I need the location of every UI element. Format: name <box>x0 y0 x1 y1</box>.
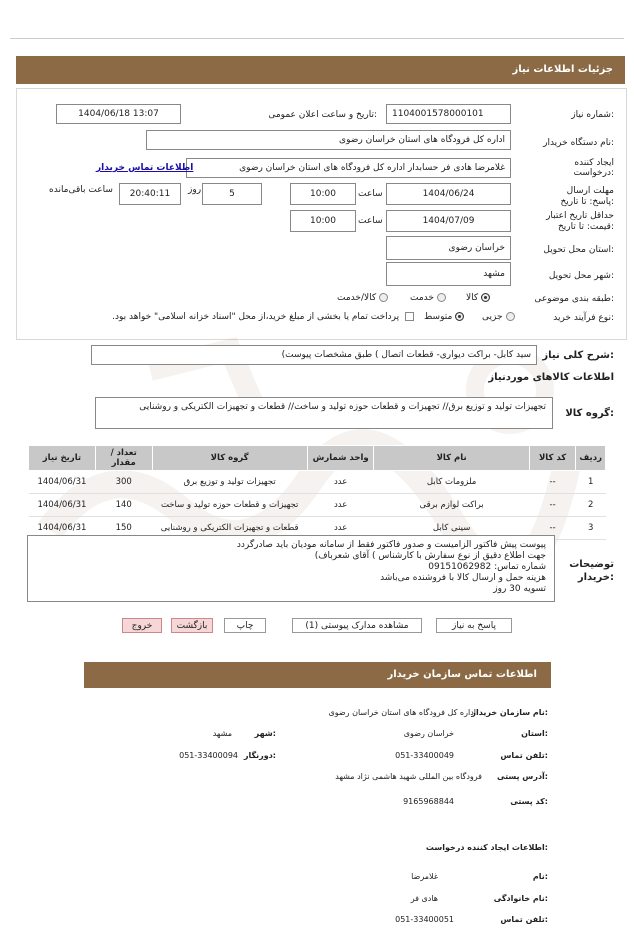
cell-group: تجهیزات تولید و توزیع برق <box>152 471 307 494</box>
radio-icon <box>506 312 515 321</box>
city-label: شهر محل تحویل: <box>548 271 614 281</box>
contact-org-value: اداره کل فرودگاه های استان خراسان رضوی <box>328 708 476 717</box>
notes-line: شماره تماس: 09151062982 <box>428 562 546 572</box>
top-divider <box>10 38 624 39</box>
col-group: گروه کالا <box>152 446 307 471</box>
contact-city-label: شهر: <box>254 729 276 738</box>
creator-phone-value: 051-33400051 <box>395 915 454 924</box>
radio-selected-icon <box>455 312 464 321</box>
summary-label: شرح کلی نیاز: <box>542 350 614 361</box>
validity-time-label: ساعت <box>358 216 383 226</box>
cell-date: 1404/06/31 <box>29 517 96 540</box>
buyer-org-field: اداره کل فرودگاه های استان خراسان رضوی <box>146 130 511 150</box>
creator-last-name-value: هادی فر <box>410 894 438 903</box>
send-deadline-date-field: 1404/06/24 <box>386 183 511 205</box>
cell-code: -- <box>529 494 576 517</box>
category-option-both[interactable]: کالا/خدمت <box>337 293 388 303</box>
col-index: ردیف <box>576 446 606 471</box>
cell-name: سینی کابل <box>374 517 529 540</box>
page-header <box>16 56 625 84</box>
exit-button[interactable]: خروج <box>122 618 162 633</box>
creator-first-name-label: نام: <box>532 872 548 881</box>
buyer-org-label: نام دستگاه خریدار: <box>543 138 614 148</box>
cell-date: 1404/06/31 <box>29 471 96 494</box>
contact-phone-value: 051-33400049 <box>395 751 454 760</box>
send-deadline-time-field: 10:00 <box>290 183 356 205</box>
cell-index: 2 <box>576 494 606 517</box>
creator-first-name-value: غلامرضا <box>411 872 438 881</box>
page-title: جزئیات اطلاعات نیاز <box>512 64 613 75</box>
back-button[interactable]: بازگشت <box>171 618 213 633</box>
creator-last-name-label: نام خانوادگی: <box>493 894 548 903</box>
need-number-label: شماره نیاز: <box>571 110 614 120</box>
cell-qty: 300 <box>95 471 152 494</box>
cell-group: تجهیزات و قطعات حوزه تولید و ساخت <box>152 494 307 517</box>
cell-index: 1 <box>576 471 606 494</box>
creator-phone-label: تلفن تماس: <box>500 915 548 924</box>
contact-postal-value: 9165968844 <box>403 797 454 806</box>
respond-button[interactable]: پاسخ به نیاز <box>436 618 512 633</box>
creator-label: ایجاد کننده درخواست: <box>573 158 614 178</box>
notes-line: جهت اطلاع دقیق از نوع سفارش با کارشناس ) آقای شعرباف) <box>314 551 546 561</box>
contact-city-value: مشهد <box>212 729 232 738</box>
contact-org-label: نام سازمان خریدار: <box>471 708 548 717</box>
notes-line: تسویه 30 روز <box>493 584 546 594</box>
radio-icon <box>379 293 388 302</box>
col-date: تاریخ نیاز <box>29 446 96 471</box>
cell-qty: 150 <box>95 517 152 540</box>
min-validity-time-field: 10:00 <box>290 210 356 232</box>
cell-name: براکت لوازم برقی <box>374 494 529 517</box>
notes-field <box>27 535 555 602</box>
buyer-contact-link[interactable]: اطلاعات تماس خریدار <box>96 163 194 173</box>
cell-unit: عدد <box>307 471 374 494</box>
send-deadline-label: مهلت ارسال پاسخ: تا تاریخ: <box>560 186 614 207</box>
notes-line: پیوست پیش فاکتور الزامیست و صدور فاکتور فقط از سامانه مودیان باید صادرگردد <box>236 540 546 550</box>
col-qty: تعداد / مقدار <box>95 446 152 471</box>
need-number-field: 1104001578000101 <box>386 104 511 124</box>
contact-section-title: اطلاعات تماس سازمان خریدار <box>387 669 537 680</box>
remaining-time-field: 20:40:11 <box>119 183 181 205</box>
col-unit: واحد شمارش <box>307 446 374 471</box>
contact-section-header <box>84 662 551 688</box>
goods-group-field: تجهیزات تولید و توزیع برق// تجهیزات و قطعات حوزه تولید و ساخت// قطعات و تجهیزات الکتریکی و روشنایی <box>95 397 553 429</box>
items-table-header <box>29 446 606 471</box>
contact-fax-value: 051-33400094 <box>179 751 238 760</box>
col-name: نام کالا <box>374 446 529 471</box>
category-option-service[interactable]: خدمت <box>410 293 446 303</box>
print-button[interactable]: چاپ <box>224 618 266 633</box>
goods-group-label: گروه کالا: <box>565 408 614 419</box>
cell-group: قطعات و تجهیزات الکتریکی و روشنایی <box>152 517 307 540</box>
contact-postal-label: کد پستی: <box>510 797 548 806</box>
cell-date: 1404/06/31 <box>29 494 96 517</box>
table-row <box>29 494 606 517</box>
notes-line: هزینه حمل و ارسال کالا با فروشنده می‌باشد <box>380 573 546 583</box>
category-label: طبقه بندی موضوعی: <box>534 294 614 304</box>
cell-name: ملزومات کابل <box>374 471 529 494</box>
summary-field: سید کابل- براکت دیواری- قطعات اتصال ) طبق مشخصات پیوست) <box>91 345 537 365</box>
cell-index: 3 <box>576 517 606 540</box>
cell-unit: عدد <box>307 517 374 540</box>
province-label: استان محل تحویل: <box>543 245 614 255</box>
checkbox-icon <box>405 312 414 321</box>
announce-label: تاریخ و ساعت اعلان عمومی: <box>268 110 377 120</box>
city-field: مشهد <box>386 262 511 286</box>
process-label: نوع فرآیند خرید: <box>553 313 614 323</box>
table-row <box>29 471 606 494</box>
col-code: کد کالا <box>529 446 576 471</box>
cell-unit: عدد <box>307 494 374 517</box>
province-field: خراسان رضوی <box>386 236 511 260</box>
cell-qty: 140 <box>95 494 152 517</box>
contact-province-value: خراسان رضوی <box>403 729 454 738</box>
days-label: روز <box>188 185 202 195</box>
creator-field: غلامرضا هادی فر حسابدار اداره کل فرودگاه های استان خراسان رضوی <box>186 158 511 178</box>
cell-code: -- <box>529 471 576 494</box>
items-table-wrapper <box>28 445 606 540</box>
process-option-minor[interactable]: جزیی <box>482 312 515 322</box>
days-field: 5 <box>202 183 262 205</box>
contact-address-label: آدرس پستی: <box>497 772 548 781</box>
items-table <box>28 445 606 540</box>
goods-section-title: اطلاعات کالاهای موردنیاز <box>488 372 614 383</box>
view-docs-button[interactable]: مشاهده مدارک پیوستی (1) <box>292 618 422 633</box>
remaining-label: ساعت باقی‌مانده <box>49 185 113 195</box>
min-validity-label: حداقل تاریخ اعتبار قیمت: تا تاریخ: <box>546 211 614 232</box>
contact-phone-label: تلفن تماس: <box>500 751 548 760</box>
category-option-goods[interactable]: کالا <box>466 293 490 303</box>
contact-fax-label: دورنگار: <box>243 751 276 760</box>
contact-address-value: فرودگاه بین المللی شهید هاشمی نژاد مشهد <box>335 772 482 781</box>
process-option-medium[interactable]: متوسط <box>424 312 464 322</box>
radio-icon <box>437 293 446 302</box>
cell-code: -- <box>529 517 576 540</box>
send-time-label: ساعت <box>358 189 383 199</box>
notes-label: توضیحات خریدار: <box>569 559 614 583</box>
radio-selected-icon <box>481 293 490 302</box>
treasury-payment-option[interactable]: پرداخت تمام یا بخشی از مبلغ خرید،از محل "اسناد خزانه اسلامی" خواهد بود. <box>52 312 414 322</box>
creator-info-title: اطلاعات ایجاد کننده درخواست: <box>425 843 548 852</box>
announce-field: 1404/06/18 13:07 <box>56 104 181 124</box>
contact-province-label: استان: <box>521 729 548 738</box>
min-validity-date-field: 1404/07/09 <box>386 210 511 232</box>
